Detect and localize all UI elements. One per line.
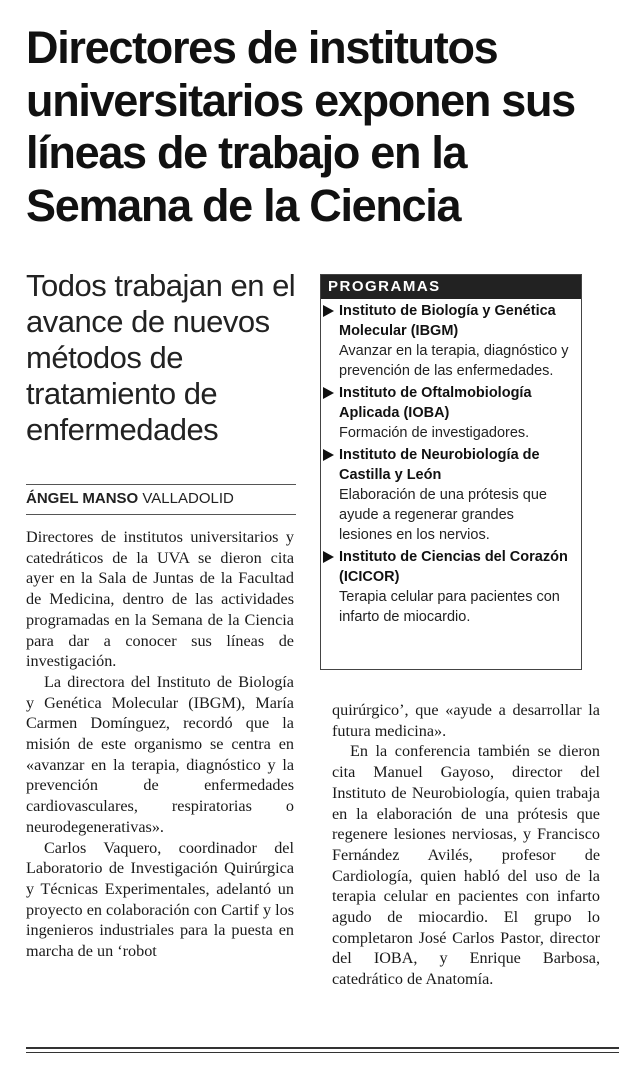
article-body-left <box>26 527 294 962</box>
programa-name: Instituto de Ciencias del Corazón (ICICOR) <box>339 549 568 585</box>
programas-box <box>320 274 582 670</box>
footer-rule <box>26 1047 619 1049</box>
body-paragraph: En la conferencia también se dieron cita Manuel Gayoso, director del Instituto de Neurobiología, quien trabaja en la elaboración de una prótesis que regenere lesiones nerviosas, y Francisco Fernández Avilés, profesor de Cardiología, quien habló del uso de la terapia celular en pacientes con infarto agudo de miocardio. El grupo lo completaron José Carlos Pastor, director del IOBA, y Enrique Barbosa, catedrático de Anatomía. <box>332 742 600 989</box>
byline-rule <box>26 484 296 485</box>
footer-rule-thin <box>26 1052 619 1053</box>
programa-desc: Elaboración de una prótesis que ayude a regenerar grandes lesiones en los nervios. <box>339 487 547 543</box>
body-paragraph: Directores de institutos universitarios y catedráticos de la UVA se dieron cita ayer en la Sala de Juntas de la Facultad de Medicina, dentro de las actividades programadas en la Semana de la Ciencia para dar a conocer sus líneas de investigación. <box>26 528 294 671</box>
programa-item <box>321 301 581 381</box>
body-paragraph: La directora del Instituto de Biología y Genética Molecular (IBGM), María Carmen Domínguez, recordó que la misión de este organismo se centra en «avanzar en la terapia, diagnóstico y la prevención de enfermedades cardiovasculares, respiratorias o neurodegenerativas». <box>26 672 294 836</box>
body-paragraph: quirúrgico’, que «ayude a desarrollar la futura medicina». <box>332 701 600 740</box>
byline <box>26 490 296 507</box>
programa-desc: Terapia celular para pacientes con infarto de miocardio. <box>339 589 560 625</box>
programa-item <box>321 547 581 627</box>
body-paragraph: Carlos Vaquero, coordinador del Laboratorio de Investigación Quirúrgica y Técnicas Experimentales, adelantó un proyecto en colaboración con Cartif y los ingenieros industriales para la puesta en marcha de un ‘robot <box>26 838 294 961</box>
byline-rule-bottom <box>26 514 296 515</box>
article-body-right <box>332 700 600 990</box>
triangle-bullet-icon <box>323 449 334 461</box>
programa-name: Instituto de Neurobiología de Castilla y León <box>339 447 540 483</box>
programa-item <box>321 383 581 443</box>
programa-name: Instituto de Oftalmobiología Aplicada (IOBA) <box>339 385 532 421</box>
triangle-bullet-icon <box>323 305 334 317</box>
byline-location: VALLADOLID <box>142 490 234 507</box>
programa-desc: Avanzar en la terapia, diagnóstico y prevención de las enfermedades. <box>339 343 569 379</box>
programa-name: Instituto de Biología y Genética Molecular (IBGM) <box>339 303 556 339</box>
byline-author: ÁNGEL MANSO <box>26 490 139 507</box>
triangle-bullet-icon <box>323 551 334 563</box>
programas-title: PROGRAMAS <box>321 275 581 299</box>
headline: Directores de institutos universitarios exponen sus líneas de trabajo en la Semana de la Ciencia <box>26 22 575 231</box>
triangle-bullet-icon <box>323 387 334 399</box>
programa-item <box>321 445 581 545</box>
subheadline: Todos trabajan en el avance de nuevos métodos de tratamiento de enfermedades <box>26 268 296 447</box>
programa-desc: Formación de investigadores. <box>339 425 530 441</box>
